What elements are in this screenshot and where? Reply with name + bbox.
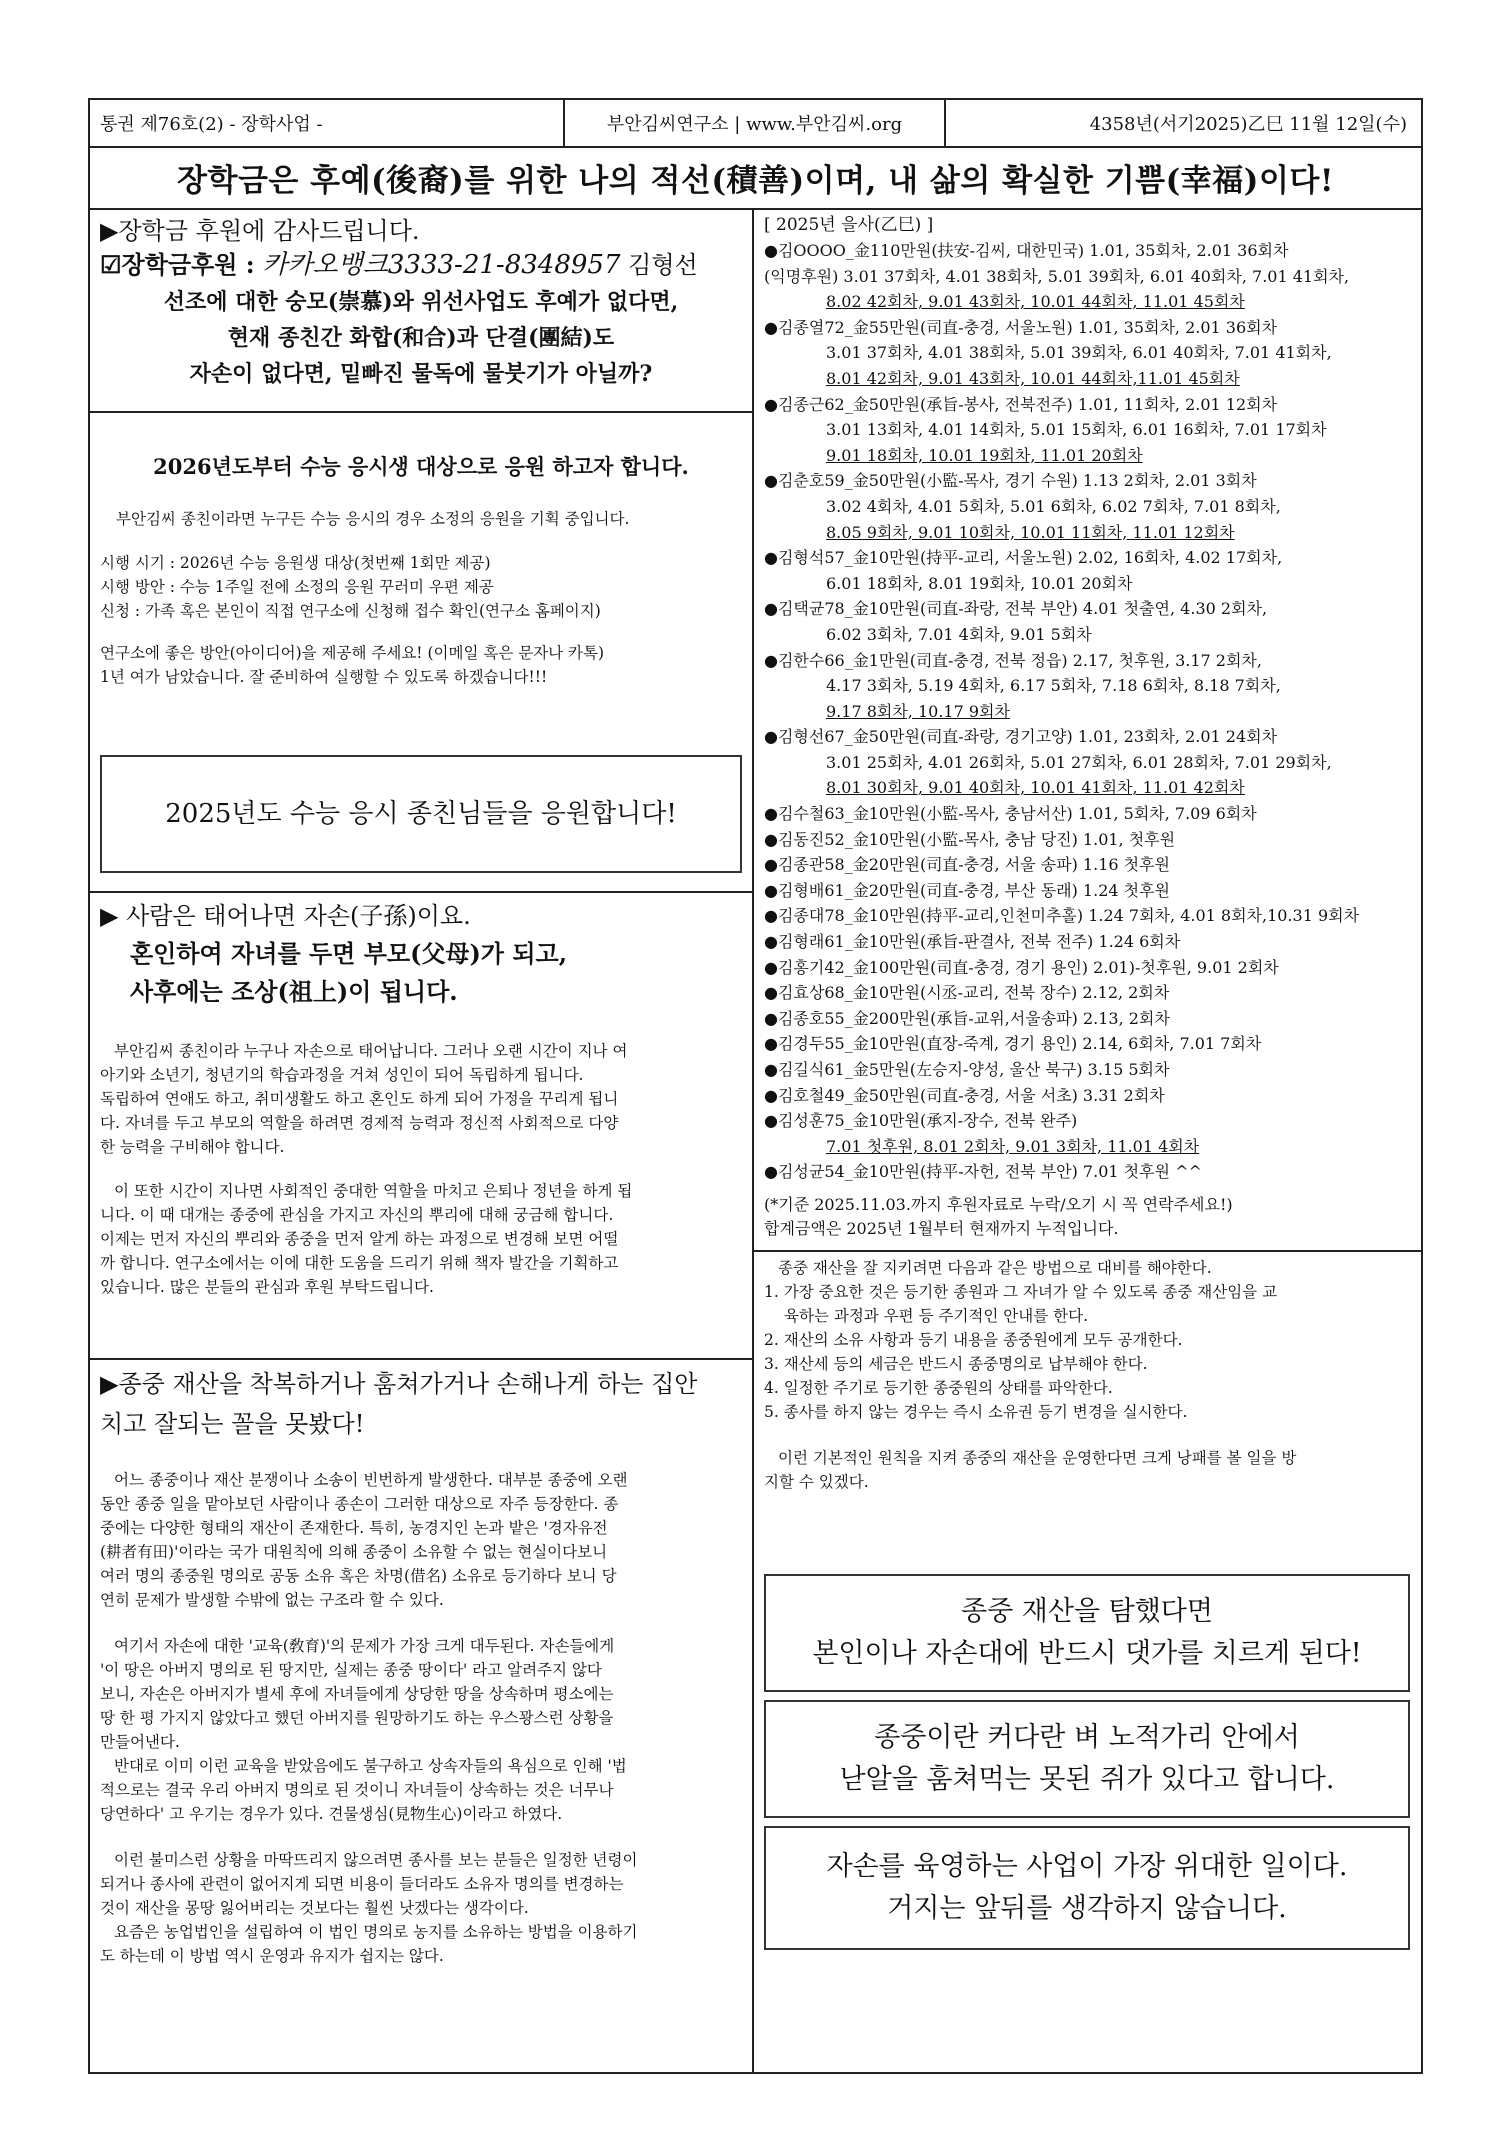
protect-item: 3. 재산세 등의 세금은 반드시 종중명의로 납부해야 한다. <box>764 1355 1148 1373</box>
exam-request <box>100 641 742 689</box>
protect-item: 2. 재산의 소유 사항과 등기 내용을 종중원에게 모두 공개한다. <box>764 1331 1183 1349</box>
protect-item: 1. 가장 중요한 것은 등기한 종원과 그 자녀가 알 수 있도록 종중 재산임을 교 <box>764 1283 1278 1301</box>
box-line: 본인이나 자손대에 반드시 댓가를 치르게 된다! <box>812 1638 1362 1669</box>
para-line: 부안김씨 종친이라 누구나 자손으로 태어납니다. 그러나 오랜 시간이 지나 여 <box>114 1042 628 1060</box>
para-line: 요즘은 농업법인을 설립하여 이 법인 명의로 농지를 소유하는 방법을 이용하기 <box>114 1923 638 1941</box>
rat-proverb-box <box>764 1700 1410 1818</box>
donor-line: (익명후원) 3.01 37회차, 4.01 38회차, 5.01 39회차, 6.01 40회차, 7.01 41회차, <box>764 266 1350 286</box>
closing-line: 지할 수 있겠다. <box>764 1473 869 1491</box>
donors-total: 합계금액은 2025년 1월부터 현재까지 누적입니다. <box>764 1218 1119 1238</box>
protect-item: 5. 종사를 하지 않는 경우는 즉시 소유권 등기 변경을 실시한다. <box>764 1403 1188 1421</box>
donor-line: ●김형선67_金50만원(司直-좌랑, 경기고양) 1.01, 23회차, 2.01 24회차 <box>764 727 1278 747</box>
para-line: 독립하여 연애도 하고, 취미생활도 하고 혼인도 하게 되어 가정을 꾸리게 됩니 <box>100 1090 619 1108</box>
para-line: 되거나 종사에 관련이 없어지게 되면 비용이 들더라도 소유자 명의를 변경하는 <box>100 1875 624 1893</box>
donor-line: ●김한수66_金1만원(司直-충경, 전북 정읍) 2.17, 첫후원, 3.17 2회차, <box>764 650 1262 670</box>
donor-line: ●김택균78_金10만원(司直-좌랑, 전북 부안) 4.01 첫출연, 4.30 2회차, <box>764 599 1268 619</box>
title-line: 치고 잘되는 꼴을 못봤다! <box>100 1410 365 1438</box>
request-line: 연구소에 좋은 방안(아이디어)을 제공해 주세요! (이메일 혹은 문자나 카톡) <box>100 644 605 662</box>
para-line: 연히 문제가 발생할 수밖에 없는 구조라 할 수 있다. <box>100 1591 444 1609</box>
property-para2 <box>100 1634 742 1826</box>
exam-title: 2026년도부터 수능 응시생 대상으로 응원 하고자 합니다. <box>153 454 689 479</box>
para-line: 있습니다. 많은 분들의 관심과 후원 부탁드립니다. <box>100 1278 434 1296</box>
protect-item: 4. 일정한 주기로 등기한 종중원의 상태를 파악한다. <box>764 1379 1113 1397</box>
property-para1 <box>100 1468 742 1612</box>
donor-line: 3.01 13회차, 4.01 14회차, 5.01 15회차, 6.01 16회차, 7.01 17회차 <box>826 420 1327 440</box>
org-website[interactable]: 부안김씨연구소 | www.부안김씨.org <box>565 100 946 146</box>
para-line: 한 능력을 구비해야 합니다. <box>100 1138 285 1156</box>
donor-line: ●김종열72_金55만원(司直-충경, 서울노원) 1.01, 35회차, 2.01 36회차 <box>764 317 1278 337</box>
cheer-text: 2025년도 수능 응시 종친님들을 응원합니다! <box>165 799 677 829</box>
para-line: 반대로 이미 이런 교육을 받았음에도 불구하고 상속자들의 욕심으로 인해 '법 <box>114 1757 627 1775</box>
descendants-title <box>100 897 742 1011</box>
descendants-para2 <box>100 1179 742 1299</box>
descendants-para1 <box>100 1039 742 1159</box>
donors-footer <box>764 1193 1413 1241</box>
donor-line: ●김경두55_金10만원(直장-죽계, 경기 용인) 2.14, 6회차, 7.01 7회차 <box>764 1034 1262 1054</box>
thanks-title: ▶장학금 후원에 감사드립니다. <box>100 217 420 245</box>
donor-line: ●김종관58_金20만원(司直-충경, 서울 송파) 1.16 첫후원 <box>764 855 1171 875</box>
closing-line: 이런 기본적인 원칙을 지켜 종중의 재산을 운영한다면 크게 낭패를 볼 일을 방 <box>778 1449 1297 1467</box>
right-column <box>754 208 1423 2074</box>
box-line: 종중이란 커다란 벼 노적가리 안에서 <box>874 1722 1300 1753</box>
slogan-line: 자손이 없다면, 밑빠진 물독에 물붓기가 아닐까? <box>189 361 653 387</box>
education-box <box>764 1826 1410 1950</box>
donor-line: 9.01 18회차, 10.01 19회차, 11.01 20회차 <box>826 445 1143 465</box>
para-line: 도 하는데 이 방법 역시 운영과 유지가 쉽지는 않다. <box>100 1947 444 1965</box>
protect-item: 육하는 과정과 우편 등 주기적인 안내를 한다. <box>784 1307 1089 1325</box>
donor-line: 8.02 42회차, 9.01 43회차, 10.01 44회차, 11.01 45회차 <box>826 292 1245 312</box>
exam-details <box>100 551 742 623</box>
donor-line: ●김종대78_金10만원(持平-교리,인천미추홀) 1.24 7회차, 4.01 8회차,10.31 9회차 <box>764 906 1360 926</box>
property-title <box>100 1364 742 1444</box>
account-info <box>100 248 742 282</box>
property-para3 <box>100 1848 742 1968</box>
detail-line: 시행 시기 : 2026년 수능 응원생 대상(첫번째 1회만 제공) <box>100 554 491 572</box>
donor-line: 3.02 4회차, 4.01 5회차, 5.01 6회차, 6.02 7회차, 7.01 8회차, <box>826 496 1281 516</box>
donors-section <box>754 208 1423 1252</box>
donor-line: 6.02 3회차, 7.01 4회차, 9.01 5회차 <box>826 624 1092 644</box>
exam-support-section <box>90 413 752 893</box>
slogan-line: 현재 종친간 화합(和合)과 단결(團結)도 <box>227 325 615 351</box>
box-line: 자손를 육영하는 사업이 가장 위대한 일이다. <box>826 1851 1348 1882</box>
para-line: 여기서 자손에 대한 '교육(敎育)'의 문제가 가장 크게 대두된다. 자손들에게 <box>114 1637 615 1655</box>
para-line: 까 합니다. 연구소에서는 이에 대한 도움을 드리기 위해 책자 발간을 기획하고 <box>100 1254 619 1272</box>
donors-note: (*기준 2025.11.03.까지 후원자료로 누락/오기 시 꼭 연락주세요!) <box>764 1194 1233 1214</box>
account-number: 카카오뱅크3333-21-8348957 <box>262 250 621 280</box>
donor-line: 8.05 9회차, 9.01 10회차, 10.01 11회차, 11.01 12회차 <box>826 522 1235 542</box>
para-line: 땅 한 평 가지지 않았다고 했던 아버지를 원망하기도 하는 우스꽝스런 상황을 <box>100 1709 614 1727</box>
detail-line: 신청 : 가족 혹은 본인이 직접 연구소에 신청해 접수 확인(연구소 홈페이지) <box>100 602 601 620</box>
exam-intro: 부안김씨 종친이라면 누구든 수능 응시의 경우 소정의 응원을 기획 중입니다. <box>116 510 630 528</box>
para-line: 이런 불미스런 상황을 마딱뜨리지 않으려면 종사를 보는 분들은 일정한 년령이 <box>114 1851 638 1869</box>
box-line: 거지는 앞뒤를 생각하지 않습니다. <box>887 1893 1287 1924</box>
para-line: '이 땅은 아버지 명의로 된 땅지만, 실제는 종중 땅이다' 라고 알려주지 않다 <box>100 1661 602 1679</box>
protect-items <box>764 1280 1413 1424</box>
ancestor-slogan <box>100 284 742 392</box>
detail-line: 시행 방안 : 수능 1주일 전에 소정의 응원 꾸러미 우편 제공 <box>100 578 494 596</box>
issue-number: 통권 제76호(2) - 장학사업 - <box>90 100 565 146</box>
para-line: 아기와 소년기, 청년기의 학습과정을 거쳐 성인이 되어 독립하게 됩니다. <box>100 1066 584 1084</box>
issue-date: 4358년(서기2025)乙巳 11월 12일(수) <box>1089 114 1407 135</box>
para-line: 이 또한 시간이 지나면 사회적인 중대한 역할을 마치고 은퇴나 정년을 하게 됩 <box>114 1182 633 1200</box>
para-line: 동안 종중 일을 맡아보던 사람이나 종손이 그러한 대상으로 자주 등장한다. 종 <box>100 1495 619 1513</box>
thanks-section <box>90 208 752 413</box>
donors-title: [ 2025년 을사(乙巳) ] <box>764 215 934 235</box>
title-line: ▶ 사람은 태어나면 자손(子孫)이요. <box>100 902 471 930</box>
property-section <box>90 1360 752 2074</box>
account-holder: 김형선 <box>628 251 698 279</box>
account-label: ☑장학금후원 : <box>100 250 255 279</box>
donor-line: 3.01 25회차, 4.01 26회차, 5.01 27회차, 6.01 28회차, 7.01 29회차, <box>826 752 1332 772</box>
donor-line: 8.01 42회차, 9.01 43회차, 10.01 44회차,11.01 45회차 <box>826 368 1240 388</box>
protect-intro: 종중 재산을 잘 지키려면 다음과 같은 방법으로 대비를 해야한다. <box>778 1259 1212 1277</box>
donor-line: 8.01 30회차, 9.01 40회차, 10.01 41회차, 11.01 42회차 <box>826 778 1245 798</box>
donor-line: ●김종근62_金50만원(承旨-봉사, 전북전주) 1.01, 11회차, 2.01 12회차 <box>764 394 1278 414</box>
left-column <box>90 208 754 2074</box>
cheer-box <box>100 755 742 873</box>
para-line: 니다. 이 때 대개는 종중에 관심을 가지고 자신의 뿌리에 대해 궁금해 합니다. <box>100 1206 614 1224</box>
donor-list <box>764 238 1413 1185</box>
para-line: 어느 종중이나 재산 분쟁이나 소송이 빈번하게 발생한다. 대부분 종중에 오랜 <box>114 1471 628 1489</box>
warning-box <box>764 1574 1410 1692</box>
donor-line: ●김종호55_金200만원(承旨-교위,서울송파) 2.13, 2회차 <box>764 1008 1170 1028</box>
donor-line: ●김효상68_金10만원(시丞-교리, 전북 장수) 2.12, 2회차 <box>764 983 1170 1003</box>
donor-line: ●김형석57_金10만원(持平-교리, 서울노원) 2.02, 16회차, 4.02 17회차, <box>764 548 1283 568</box>
donor-line: 9.17 8회차, 10.17 9회차 <box>826 701 1010 721</box>
donor-line: 3.01 37회차, 4.01 38회차, 5.01 39회차, 6.01 40회차, 7.01 41회차, <box>826 343 1332 363</box>
headline-banner: 장학금은 후예(後裔)를 위한 나의 적선(積善)이며, 내 삶의 확실한 기쁨(幸福)이다! <box>90 146 1421 210</box>
donor-line: 4.17 3회차, 5.19 4회차, 6.17 5회차, 7.18 6회차, 8.18 7회차, <box>826 676 1281 696</box>
newsletter-page <box>88 98 1423 2074</box>
donor-line: ●김성균54_金10만원(持平-자헌, 전북 부안) 7.01 첫후원 ^^ <box>764 1162 1202 1182</box>
donor-line: ●김형배61_金20만원(司直-충경, 부산 동래) 1.24 첫후원 <box>764 880 1171 900</box>
protect-section <box>754 1252 1423 2074</box>
para-line: 것이 재산을 몽땅 잃어버리는 것보다는 훨씬 낫겠다는 생각이다. <box>100 1899 529 1917</box>
box-line: 종중 재산을 탐했다면 <box>961 1596 1213 1627</box>
descendants-section <box>90 893 752 1360</box>
donor-line: ●김수철63_金10만원(小監-목사, 충남서산) 1.01, 5회차, 7.09 6회차 <box>764 804 1257 824</box>
donor-line: 7.01 첫후원, 8.01 2회차, 9.01 3회차, 11.01 4회차 <box>826 1136 1200 1156</box>
title-line: ▶종중 재산을 착복하거나 훔쳐가거나 손해나게 하는 집안 <box>100 1370 698 1398</box>
para-line: 보니, 자손은 아버지가 별세 후에 자녀들에게 상당한 땅을 상속하며 평소에는 <box>100 1685 614 1703</box>
para-line: 적으로는 결국 우리 아버지 명의로 된 것이니 자녀들이 상속하는 것은 너무나 <box>100 1781 614 1799</box>
box-line: 낟알을 훔쳐먹는 못된 쥐가 있다고 합니다. <box>839 1764 1335 1795</box>
header-bar <box>90 100 1421 148</box>
para-line: 당연하다' 고 우기는 경우가 있다. 견물생심(見物生心)이라고 하였다. <box>100 1805 563 1823</box>
protect-closing <box>764 1446 1413 1494</box>
request-line: 1년 여가 남았습니다. 잘 준비하여 실행할 수 있도록 하겠습니다!!! <box>100 668 548 686</box>
donor-line: ●김홍기42_金100만원(司直-충경, 경기 용인) 2.01)-첫후원, 9.01 2회차 <box>764 957 1279 977</box>
donor-line: ●김길식61_金5만원(左승지-양성, 울산 북구) 3.15 5회차 <box>764 1060 1170 1079</box>
title-line: 혼인하여 자녀를 두면 부모(父母)가 되고, <box>130 939 568 968</box>
donor-line: ●김춘호59_金50만원(小監-목사, 경기 수원) 1.13 2회차, 2.01 3회차 <box>764 471 1257 491</box>
donor-line: ●김호철49_金50만원(司直-충경, 서울 서초) 3.31 2회차 <box>764 1085 1165 1105</box>
donor-line: ●김형래61_金10만원(承旨-판결사, 전북 전주) 1.24 6회차 <box>764 932 1181 952</box>
donor-line: ●김동진52_金10만원(小監-목사, 충남 당진) 1.01, 첫후원 <box>764 829 1176 849</box>
slogan-line: 선조에 대한 숭모(崇慕)와 위선사업도 후예가 없다면, <box>163 289 679 315</box>
para-line: 다. 자녀를 두고 부모의 역할을 하려면 경제적 능력과 정신적 사회적으로 다양 <box>100 1114 619 1132</box>
para-line: 여러 명의 종중원 명의로 공동 소유 혹은 차명(借名) 소유로 등기하다 보니 당 <box>100 1567 617 1585</box>
donor-line: ●김OOOO_金110만원(扶安-김씨, 대한민국) 1.01, 35회차, 2.01 36회차 <box>764 241 1289 260</box>
para-line: 만들어낸다. <box>100 1733 180 1751</box>
para-line: (耕者有田)'이라는 국가 대원칙에 의해 종중이 소유할 수 없는 현실이다보니 <box>100 1543 608 1561</box>
para-line: 이제는 먼저 자신의 뿌리와 종중을 먼저 알게 하는 과정으로 변경해 보면 어떨 <box>100 1230 619 1248</box>
donor-line: 6.01 18회차, 8.01 19회차, 10.01 20회차 <box>826 573 1133 593</box>
donor-line: ●김성훈75_金10만원(承지-장수, 전북 완주) <box>764 1111 1078 1131</box>
para-line: 중에는 다양한 형태의 재산이 존재한다. 특히, 농경지인 논과 밭은 '경자유전 <box>100 1519 608 1537</box>
title-line: 사후에는 조상(祖上)이 됩니다. <box>130 977 458 1006</box>
